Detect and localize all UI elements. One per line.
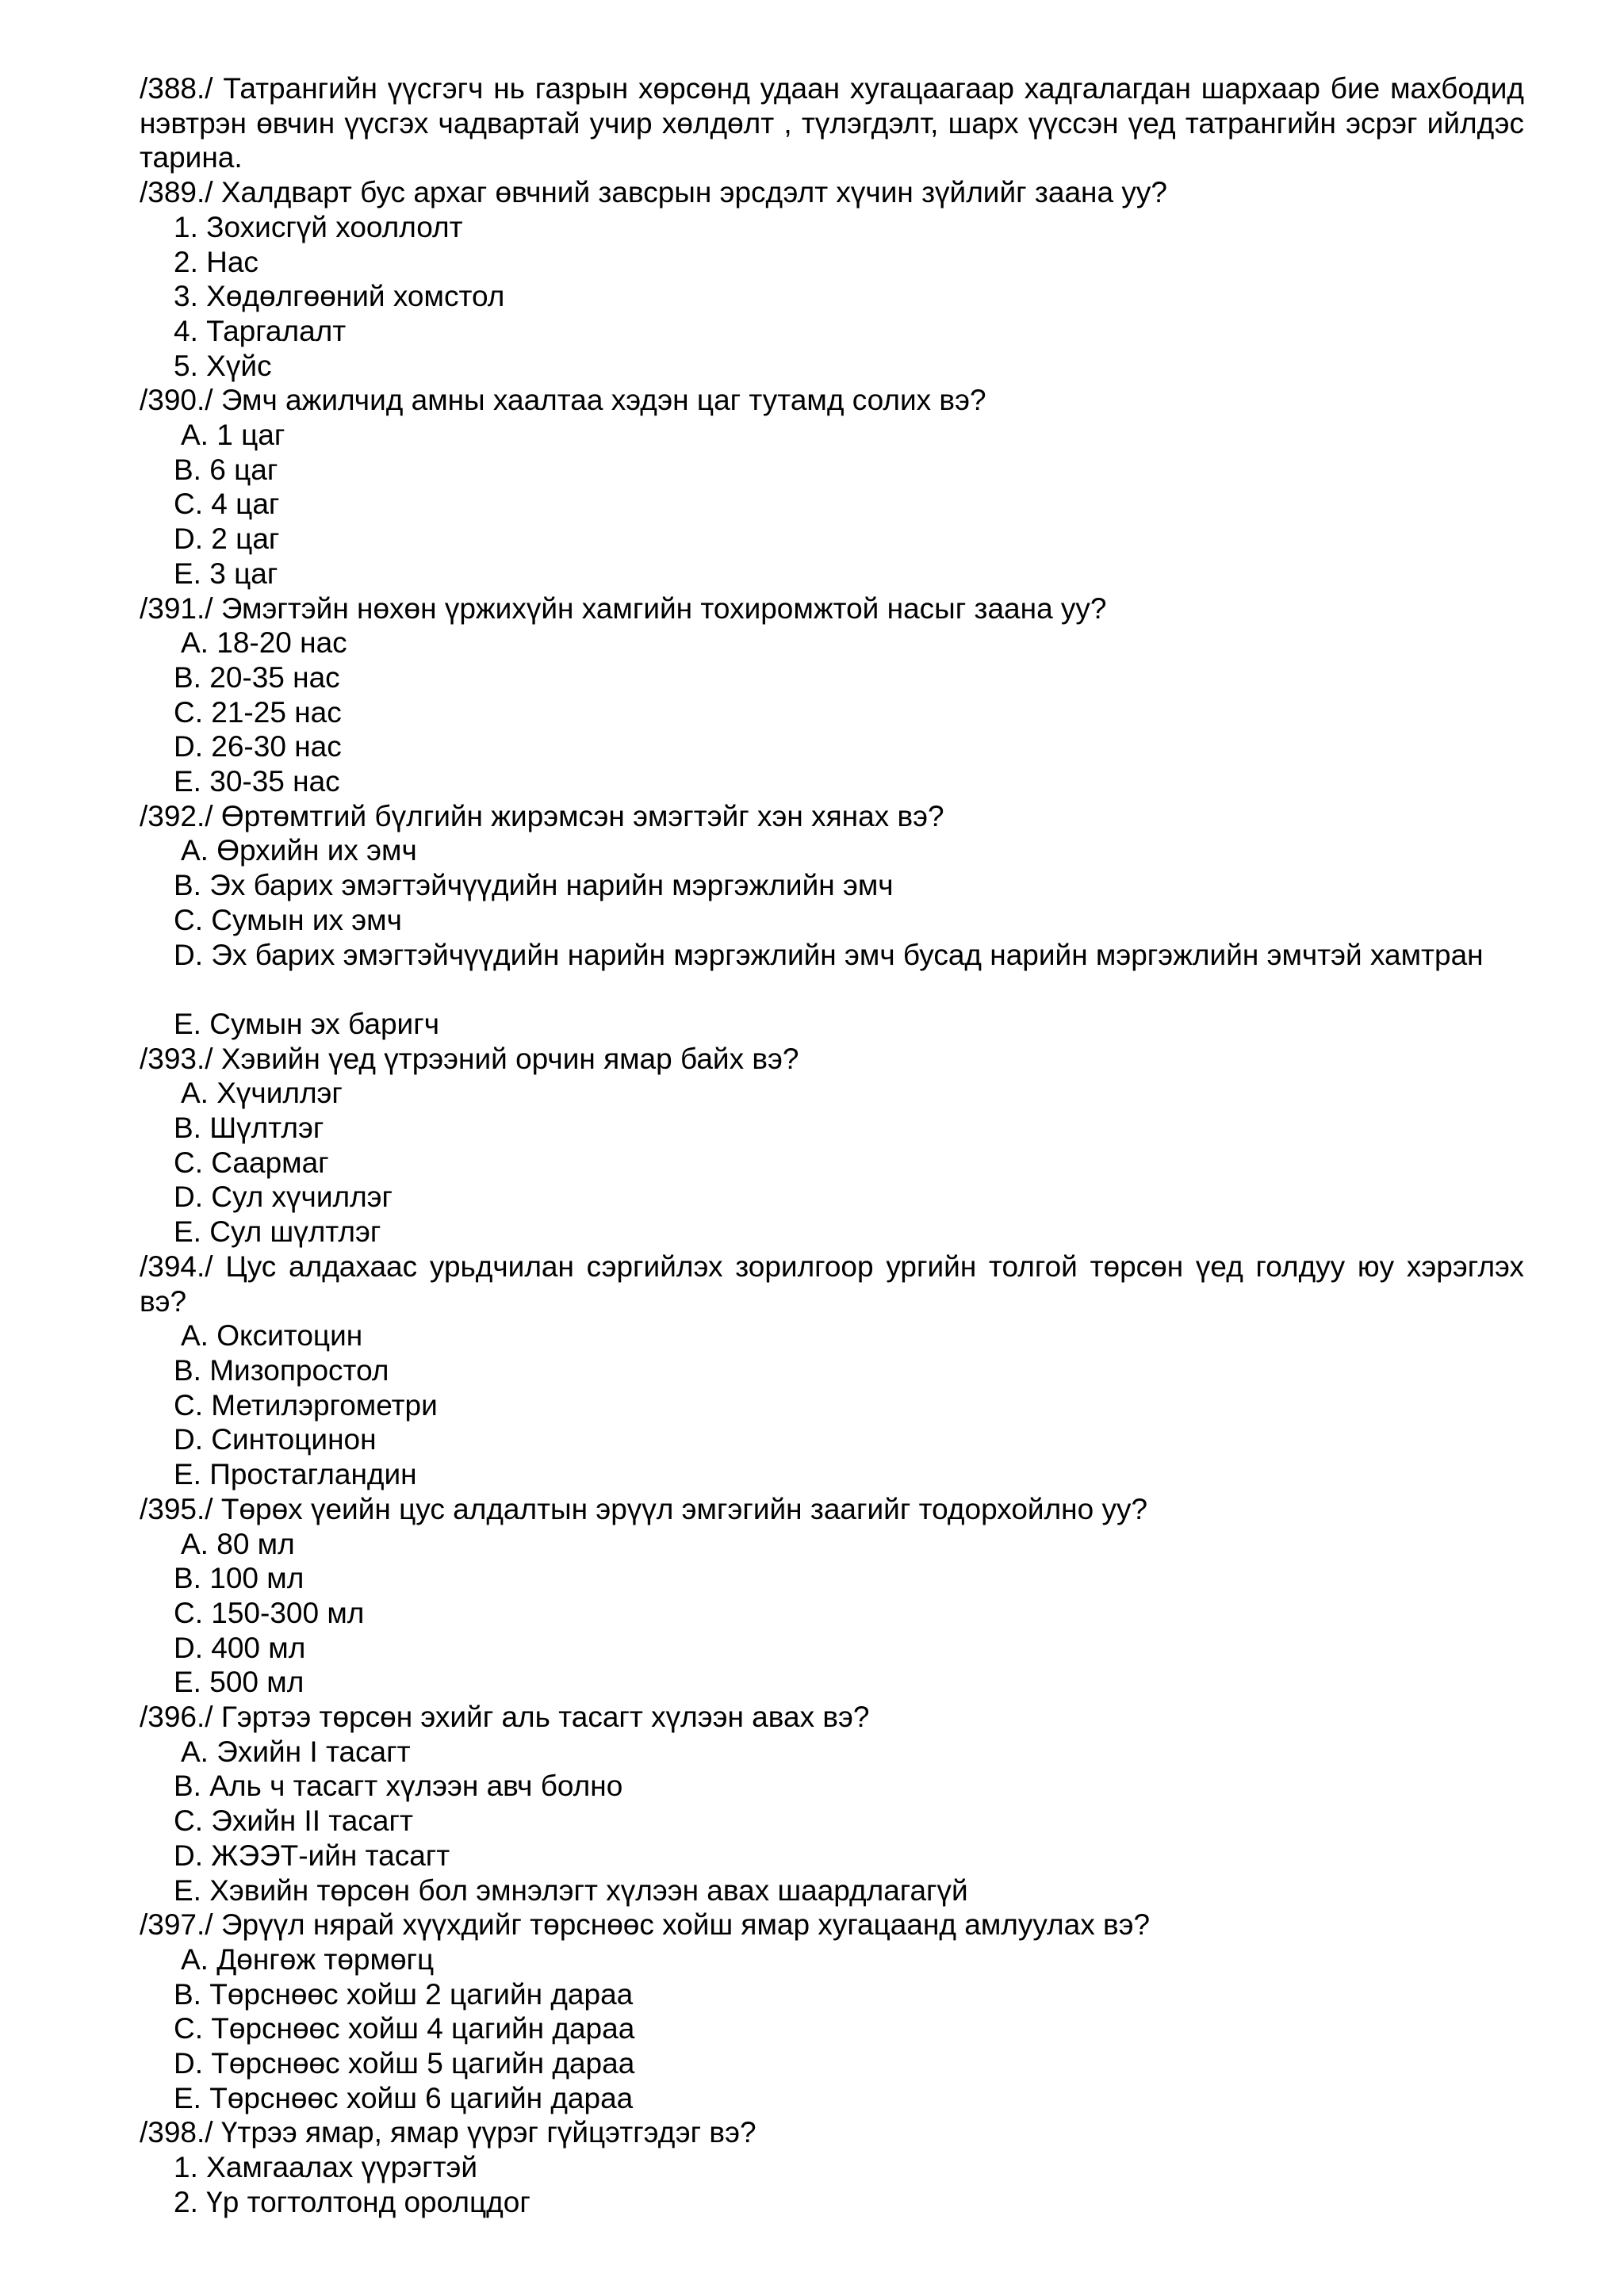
option-item: C. Метилэргометри [174, 1388, 438, 1422]
option-item: 5. Хүйс [174, 349, 272, 382]
option-list [140, 418, 1524, 591]
option-list [140, 833, 1524, 1041]
option-item: B. Шүлтлэг [174, 1112, 324, 1145]
option-item: A. Окситоцин [181, 1319, 363, 1353]
option-list [140, 1942, 1524, 2116]
question-text: /394./ Цус алдахаас урьдчилан сэргийлэх зорилгоор ургийн толгой төрсөн үед голдуу юу хэрэглэх вэ? [140, 1249, 1524, 1318]
option-item: A. Дөнгөж төрмөгц [181, 1942, 435, 1976]
question-398 [140, 2115, 1524, 2219]
option-item: C. Сумын их эмч [174, 903, 402, 936]
question-396 [140, 1700, 1524, 1908]
option-list [140, 1318, 1524, 1492]
option-item: C. Эхийн II тасагт [174, 1804, 413, 1838]
question-390 [140, 383, 1524, 591]
option-item: B. Аль ч тасагт хүлээн авч болно [174, 1770, 623, 1803]
option-item: A. 1 цаг [181, 419, 285, 452]
option-item: A. Эхийн I тасагт [181, 1735, 411, 1768]
option-item: D. 400 мл [174, 1631, 306, 1664]
question-389 [140, 175, 1524, 383]
option-item: E. Сумын эх баригч [174, 1007, 439, 1040]
question-391 [140, 591, 1524, 799]
question-text: /391./ Эмэгтэйн нөхөн үржихүйн хамгийн тохиромжтой насыг заана уу? [140, 591, 1107, 625]
option-item: B. Эх барих эмэгтэйчүүдийн нарийн мэргэжлийн эмч [174, 869, 894, 902]
question-text: /389./ Халдварт бус архаг өвчний завсрын эрсдэлт хүчин зүйлийг заана уу? [140, 176, 1167, 209]
option-item: B. 100 мл [174, 1562, 304, 1595]
question-393 [140, 1042, 1524, 1249]
question-text: /396./ Гэртээ төрсөн эхийг аль тасагт хүлээн авах вэ? [140, 1701, 870, 1734]
option-item: E. Төрснөөс хойш 6 цагийн дараа [174, 2081, 634, 2114]
option-item: 2. Нас [174, 245, 259, 278]
option-item: D. Синтоцинон [174, 1423, 377, 1456]
option-item: B. 6 цаг [174, 453, 278, 486]
option-item: C. 4 цаг [174, 488, 280, 521]
option-item: A. Хүчиллэг [181, 1077, 343, 1110]
option-list [140, 2150, 1524, 2219]
question-395 [140, 1492, 1524, 1700]
option-item: E. Простагландин [174, 1458, 417, 1491]
option-list [140, 626, 1524, 799]
option-item: 3. Хөдөлгөөний хомстол [174, 280, 505, 313]
question-text: /397./ Эрүүл нярай хүүхдийг төрснөөс хойш ямар хугацаанд амлуулах вэ? [140, 1908, 1151, 1942]
question-text: /392./ Өртөмтгий бүлгийн жирэмсэн эмэгтэйг хэн хянах вэ? [140, 799, 944, 832]
question-397 [140, 1908, 1524, 2115]
option-item: B. Мизопростол [174, 1354, 389, 1387]
option-list [140, 210, 1524, 384]
question-388 [140, 71, 1524, 175]
option-item: A. 80 мл [181, 1527, 295, 1560]
option-item: C. 21-25 нас [174, 695, 342, 729]
question-text: /393./ Хэвийн үед үтрээний орчин ямар байх вэ? [140, 1042, 799, 1075]
option-item: D. Сул хүчиллэг [174, 1181, 393, 1214]
option-item: A. 18-20 нас [181, 626, 347, 660]
option-item: C. 150-300 мл [174, 1596, 365, 1629]
option-list [140, 1527, 1524, 1701]
question-394 [140, 1249, 1524, 1492]
question-text: /390./ Эмч ажилчид амны хаалтаа хэдэн цаг тутамд солих вэ? [140, 384, 986, 417]
option-item: D. 2 цаг [174, 522, 280, 556]
option-item: 1. Хамгаалах үүрэгтэй [174, 2151, 478, 2184]
option-item: C. Төрснөөс хойш 4 цагийн дараа [174, 2012, 635, 2045]
option-item: 4. Таргалалт [174, 314, 347, 347]
option-list [140, 1076, 1524, 1249]
question-392 [140, 799, 1524, 1042]
option-item: E. 30-35 нас [174, 765, 340, 798]
option-item: E. 3 цаг [174, 557, 278, 590]
option-item: B. 20-35 нас [174, 660, 340, 694]
question-text: /395./ Төрөх үеийн цус алдалтын эрүүл эмгэгийн заагийг тодорхойлно уу? [140, 1492, 1148, 1525]
option-item: A. Өрхийн их эмч [181, 834, 417, 867]
option-list [140, 1735, 1524, 1908]
option-item: D. Эх барих эмэгтэйчүүдийн нарийн мэргэжлийн эмч бусад нарийн мэргэжлийн эмчтэй хамтран [174, 938, 1484, 971]
option-item: D. ЖЭЭТ-ийн тасагт [174, 1839, 450, 1872]
option-item: D. 26-30 нас [174, 730, 342, 763]
option-item: E. Сул шүлтлэг [174, 1215, 381, 1249]
option-item: C. Саармаг [174, 1146, 329, 1179]
option-item: E. Хэвийн төрсөн бол эмнэлэгт хүлээн авах шаардлагагүй [174, 1873, 968, 1907]
option-item: E. 500 мл [174, 1666, 304, 1699]
option-item: 2. Үр тогтолтонд оролцдог [174, 2185, 530, 2218]
option-item: D. Төрснөөс хойш 5 цагийн дараа [174, 2047, 635, 2080]
question-text: /388./ Татрангийн үүсгэгч нь газрын хөрсөнд удаан хугацаагаар хадгалагдан шархаар бие махбодид нэвтрэн өвчин үүсгэх чадвартай учир хөлдөлт , түлэгдэлт, шарх үүссэн үед татрангийн эсрэг ийлдэс тарина. [140, 72, 1524, 174]
document-page [140, 71, 1524, 2220]
option-item: 1. Зохисгүй хооллолт [174, 210, 463, 243]
question-text: /398./ Үтрээ ямар, ямар үүрэг гүйцэтгэдэг вэ? [140, 2116, 756, 2149]
option-item: B. Төрснөөс хойш 2 цагийн дараа [174, 1977, 634, 2011]
